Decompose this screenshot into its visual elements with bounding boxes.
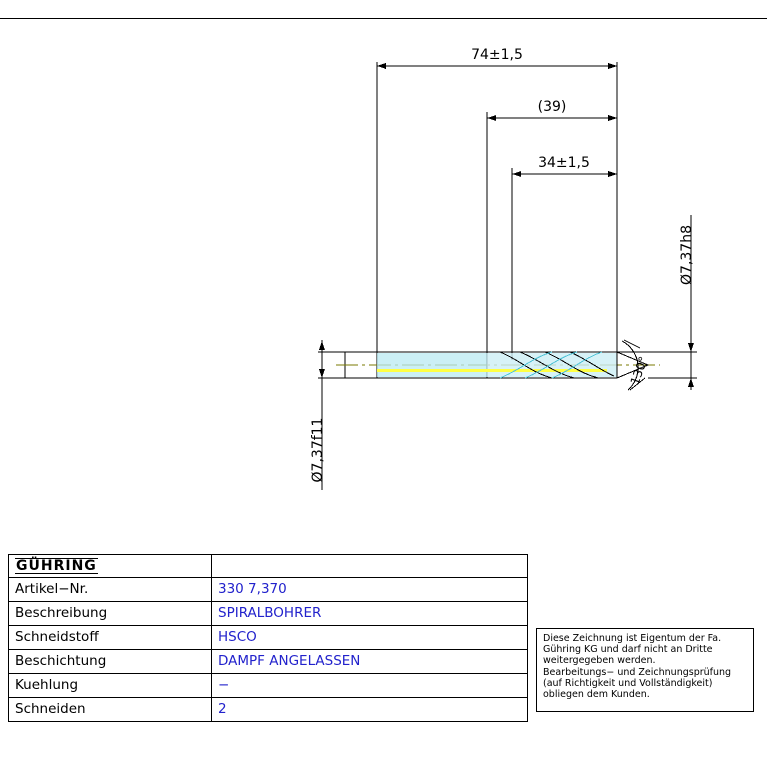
table-row (9, 578, 528, 602)
row-value-schneidstoff: HSCO (212, 626, 528, 650)
row-label-schneiden: Schneiden (9, 698, 212, 722)
dim-text-overall-length: 74±1,5 (471, 47, 523, 63)
dim-text-reference-length: (39) (537, 99, 567, 115)
row-value-beschichtung: DAMPF ANGELASSEN (212, 650, 528, 674)
dim-text-shank-diameter: Ø7,37f11 (310, 417, 326, 483)
note-line-6: obliegen dem Kunden. (543, 689, 650, 701)
row-value-beschreibung: SPIRALBOHRER (212, 602, 528, 626)
note-line-4: Bearbeitungs− und Zeichnungsprüfung (543, 666, 732, 678)
table-row (9, 674, 528, 698)
row-label-schneidstoff: Schneidstoff (9, 626, 212, 650)
title-block (8, 554, 528, 722)
arrow-39-right (608, 115, 617, 121)
row-value-kuehlung: − (212, 674, 528, 698)
dim-text-cutting-diameter: Ø7,37h8 (679, 225, 695, 285)
table-row (9, 626, 528, 650)
note-line-5: (auf Richtigkeit und Vollständigkeit) (543, 677, 713, 689)
arrow-cut-dia-top (688, 343, 694, 352)
arrow-34-right (608, 171, 617, 177)
arrow-74-left (377, 63, 386, 69)
row-label-artikel-nr: Artikel−Nr. (9, 578, 212, 602)
flute-land (487, 369, 607, 372)
table-row (9, 602, 528, 626)
note-line-2: Gühring KG und darf nicht an Dritte (543, 644, 713, 656)
guehring-logo: GÜHRING (16, 557, 97, 574)
legal-notes-box (536, 628, 754, 712)
logo-cell (9, 555, 212, 578)
row-value-schneiden: 2 (212, 698, 528, 722)
row-label-kuehlung: Kuehlung (9, 674, 212, 698)
title-block-logo-row (9, 555, 528, 578)
table-row (9, 650, 528, 674)
arrow-shank-dia-bottom (319, 369, 325, 378)
arrow-34-left (512, 171, 521, 177)
dim-text-flute-length: 34±1,5 (538, 155, 590, 171)
note-line-3: weitergegeben werden. (543, 655, 656, 667)
flute-fill (487, 353, 617, 377)
arrow-shank-dia-top (319, 341, 325, 350)
arrow-39-left (487, 115, 496, 121)
row-label-beschreibung: Beschreibung (9, 602, 212, 626)
logo-empty-cell (212, 555, 528, 578)
arrow-74-right (608, 63, 617, 69)
arrow-cut-dia-bottom (688, 378, 694, 387)
table-row (9, 698, 528, 722)
note-line-1: Diese Zeichnung ist Eigentum der Fa. (543, 633, 722, 644)
shank-land (377, 369, 487, 372)
shank-fill (377, 353, 487, 377)
dim-text-point-angle: 130° (627, 354, 651, 387)
row-label-beschichtung: Beschichtung (9, 650, 212, 674)
row-value-artikel-nr: 330 7,370 (212, 578, 528, 602)
